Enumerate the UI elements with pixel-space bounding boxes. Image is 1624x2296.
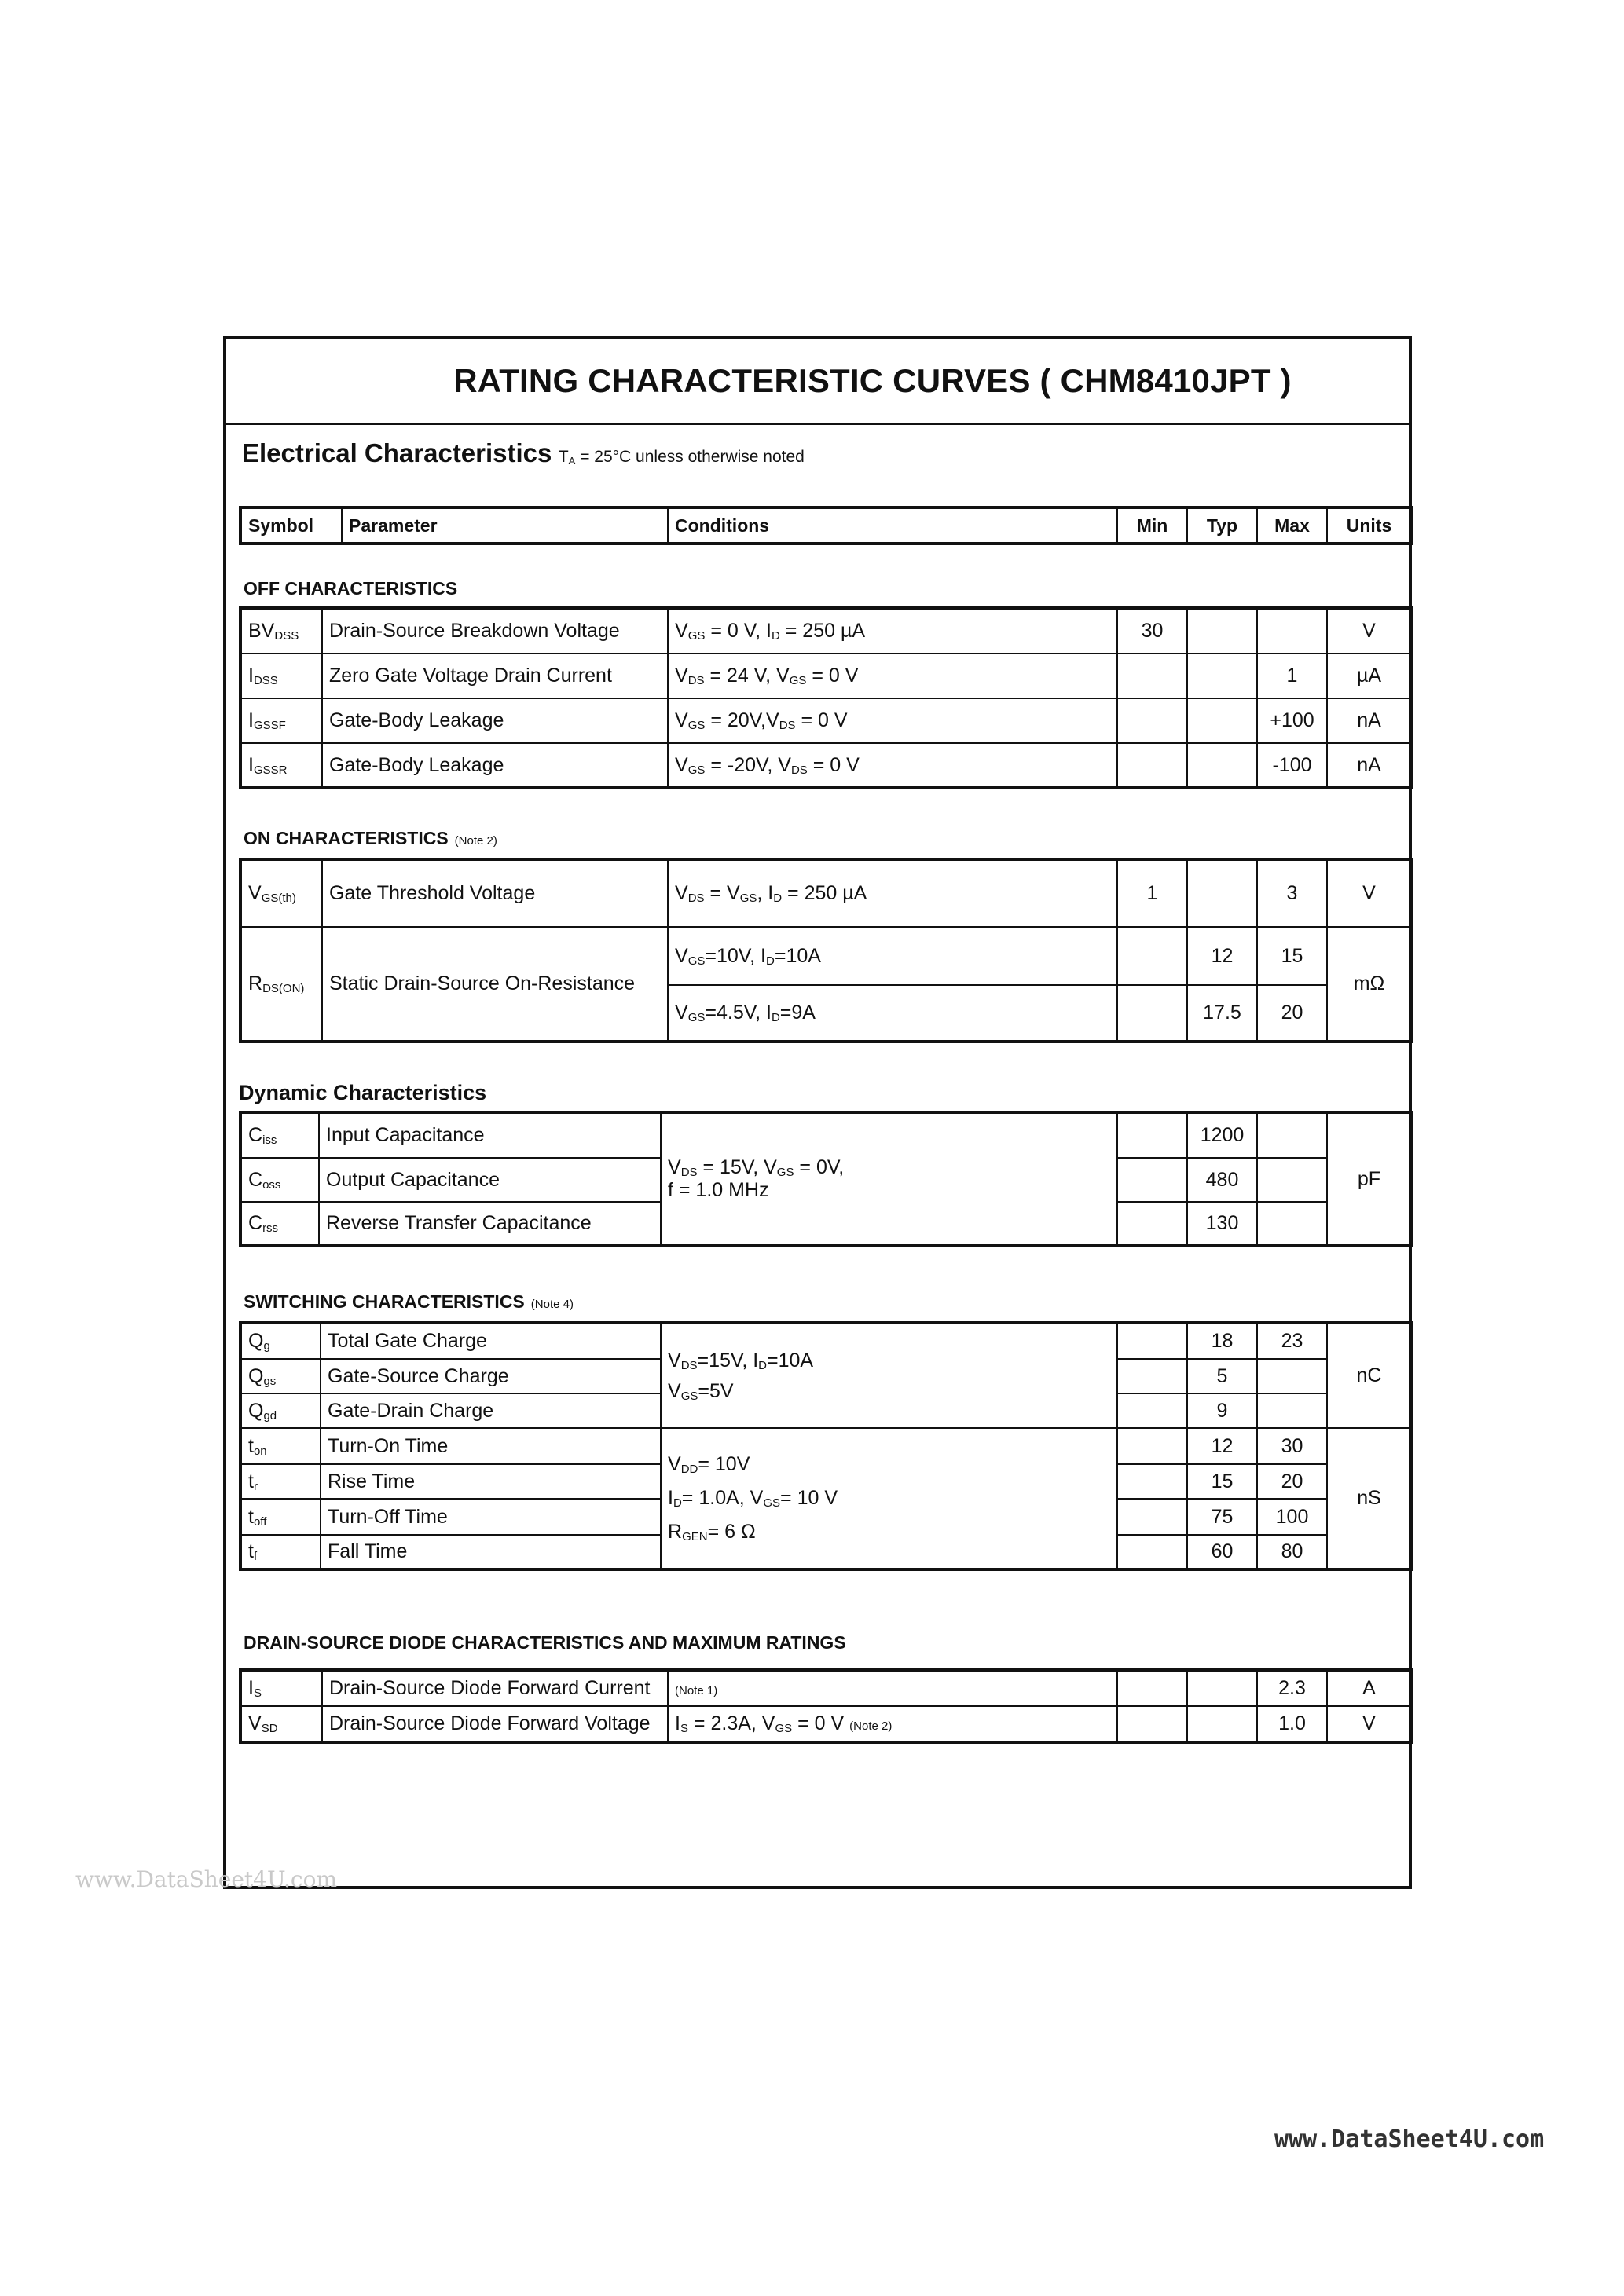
units-cell: nA [1327, 698, 1412, 743]
min-cell [1117, 1499, 1187, 1535]
parameter-cell: Total Gate Charge [321, 1323, 661, 1359]
units-cell: A [1327, 1670, 1412, 1706]
max-cell: 2.3 [1257, 1670, 1327, 1706]
parameter-cell: Gate Threshold Voltage [322, 859, 668, 927]
max-cell: 23 [1257, 1323, 1327, 1359]
symbol-cell: $C_{iss}$ [240, 1112, 319, 1158]
typ-cell: 1200 [1187, 1112, 1257, 1158]
units-cell: mΩ [1327, 927, 1412, 1042]
symbol-cell: $V_{SD}$ [240, 1706, 322, 1742]
min-cell [1117, 654, 1187, 698]
max-cell: 80 [1257, 1535, 1327, 1569]
units-cell: nA [1327, 743, 1412, 788]
parameter-cell: Rise Time [321, 1464, 661, 1499]
conditions-cell: $V_{DD}= 10V$ $I_D= 1.0A$, $V_{GS}= 10$ V $R_{GEN}= 6$ Ω [661, 1428, 1117, 1569]
conditions-cell: $V_{GS}=4.5V$, $I_D=9A$ [668, 985, 1117, 1042]
table-row [240, 927, 1412, 985]
parameter-cell: Reverse Transfer Capacitance [319, 1202, 661, 1246]
datasheet-frame [223, 336, 1412, 1889]
max-cell: 1 [1257, 654, 1327, 698]
min-cell [1117, 1535, 1187, 1569]
parameter-cell: Gate-Drain Charge [321, 1393, 661, 1428]
symbol-cell: $t_{on}$ [240, 1428, 321, 1464]
parameter-cell: Turn-On Time [321, 1428, 661, 1464]
conditions-cell: $V_{DS}=15V$, $I_D=10A$ $V_{GS}=5V$ [661, 1323, 1117, 1428]
symbol-cell: $C_{oss}$ [240, 1158, 319, 1202]
min-cell [1117, 1158, 1187, 1202]
min-cell: 1 [1117, 859, 1187, 927]
table-row [240, 1670, 1412, 1706]
header-max: Max [1257, 507, 1327, 544]
diode-characteristics-table [239, 1668, 1413, 1744]
table-row [240, 608, 1412, 654]
dynamic-characteristics-table [239, 1111, 1413, 1247]
dynamic-characteristics-heading: Dynamic Characteristics [239, 1081, 487, 1104]
typ-cell [1187, 1670, 1257, 1706]
symbol-cell: $I_{DSS}$ [240, 654, 322, 698]
parameter-cell: Input Capacitance [319, 1112, 661, 1158]
parameter-cell: Fall Time [321, 1535, 661, 1569]
typ-cell: 130 [1187, 1202, 1257, 1246]
column-header-table [239, 506, 1413, 545]
header-conditions: Conditions [668, 507, 1117, 544]
max-cell: 15 [1257, 927, 1327, 985]
electrical-characteristics-heading [242, 438, 805, 468]
conditions-cell: $V_{DS} = 24$ V, $V_{GS} = 0$ V [668, 654, 1117, 698]
header-parameter: Parameter [342, 507, 668, 544]
typ-cell [1187, 743, 1257, 788]
typ-cell: 18 [1187, 1323, 1257, 1359]
conditions-cell: $V_{GS} = 20V,V_{DS} = 0$ V [668, 698, 1117, 743]
typ-cell: 75 [1187, 1499, 1257, 1535]
parameter-cell: Gate-Body Leakage [322, 743, 668, 788]
max-cell: 100 [1257, 1499, 1327, 1535]
units-cell: V [1327, 859, 1412, 927]
temperature-condition: $T_A = 25^\circ C$ unless otherwise noted [558, 448, 805, 467]
conditions-cell: $I_S = 2.3A$, $V_{GS} = 0$ V (Note 2) [668, 1706, 1117, 1742]
typ-cell [1187, 608, 1257, 654]
max-cell [1257, 1158, 1327, 1202]
conditions-cell: $V_{GS} = 0$ V, $I_D = 250$ µA [668, 608, 1117, 654]
min-cell [1117, 1202, 1187, 1246]
min-cell [1117, 1112, 1187, 1158]
min-cell [1117, 1428, 1187, 1464]
units-cell: pF [1327, 1112, 1412, 1246]
parameter-cell: Zero Gate Voltage Drain Current [322, 654, 668, 698]
parameter-cell: Turn-Off Time [321, 1499, 661, 1535]
table-row [240, 1428, 1412, 1464]
min-cell [1117, 1706, 1187, 1742]
symbol-cell: $R_{DS(ON)}$ [240, 927, 322, 1042]
table-row [240, 1323, 1412, 1359]
parameter-cell: Gate-Body Leakage [322, 698, 668, 743]
max-cell: -100 [1257, 743, 1327, 788]
parameter-cell: Gate-Source Charge [321, 1359, 661, 1393]
typ-cell [1187, 1706, 1257, 1742]
max-cell: +100 [1257, 698, 1327, 743]
typ-cell [1187, 859, 1257, 927]
table-row [240, 859, 1412, 927]
electrical-heading-text: Electrical Characteristics [242, 438, 552, 467]
min-cell: 30 [1117, 608, 1187, 654]
typ-cell: 12 [1187, 1428, 1257, 1464]
typ-cell: 60 [1187, 1535, 1257, 1569]
typ-cell: 12 [1187, 927, 1257, 985]
off-characteristics-heading: OFF CHARACTERISTICS [244, 578, 458, 599]
diode-characteristics-heading: DRAIN-SOURCE DIODE CHARACTERISTICS AND MAXIMUM RATINGS [244, 1632, 846, 1653]
min-cell [1117, 1464, 1187, 1499]
conditions-cell: $V_{GS}=10V$, $I_D=10A$ [668, 927, 1117, 985]
max-cell [1257, 608, 1327, 654]
symbol-cell: $V_{GS(th)}$ [240, 859, 322, 927]
max-cell: 20 [1257, 985, 1327, 1042]
min-cell [1117, 1323, 1187, 1359]
max-cell [1257, 1202, 1327, 1246]
switching-characteristics-table [239, 1321, 1413, 1571]
units-cell: V [1327, 1706, 1412, 1742]
conditions-cell: $V_{GS} = -20V$, $V_{DS} = 0$ V [668, 743, 1117, 788]
on-characteristics-table [239, 858, 1413, 1043]
min-cell [1117, 985, 1187, 1042]
watermark-left: www.DataSheet4U.com [75, 1866, 338, 1892]
page-title: RATING CHARACTERISTIC CURVES ( CHM8410JPT ) [453, 362, 1292, 399]
typ-cell: 17.5 [1187, 985, 1257, 1042]
min-cell [1117, 927, 1187, 985]
units-cell: µA [1327, 654, 1412, 698]
conditions-cell: $V_{DS} = 15V$, $V_{GS} = 0V$, f = 1.0 MHz [661, 1112, 1117, 1246]
max-cell: 30 [1257, 1428, 1327, 1464]
title-bar [226, 339, 1409, 425]
parameter-cell: Drain-Source Diode Forward Voltage [322, 1706, 668, 1742]
min-cell [1117, 1359, 1187, 1393]
symbol-cell: $t_{off}$ [240, 1499, 321, 1535]
min-cell [1117, 1393, 1187, 1428]
table-row [240, 743, 1412, 788]
max-cell [1257, 1112, 1327, 1158]
typ-cell: 15 [1187, 1464, 1257, 1499]
symbol-cell: $I_{GSSR}$ [240, 743, 322, 788]
typ-cell [1187, 654, 1257, 698]
parameter-cell: Drain-Source Breakdown Voltage [322, 608, 668, 654]
header-typ: Typ [1187, 507, 1257, 544]
symbol-cell: $Q_g$ [240, 1323, 321, 1359]
symbol-cell: $I_{GSSF}$ [240, 698, 322, 743]
on-characteristics-heading: ON CHARACTERISTICS (Note 2) [244, 828, 497, 848]
table-row [240, 1112, 1412, 1158]
symbol-cell: $C_{rss}$ [240, 1202, 319, 1246]
switching-note: (Note 4) [530, 1298, 574, 1311]
units-cell: V [1327, 608, 1412, 654]
header-min: Min [1117, 507, 1187, 544]
off-characteristics-table [239, 606, 1413, 789]
symbol-cell: $Q_{gd}$ [240, 1393, 321, 1428]
on-note: (Note 2) [454, 834, 497, 848]
min-cell [1117, 698, 1187, 743]
table-row [240, 1706, 1412, 1742]
units-cell: nS [1327, 1428, 1412, 1569]
symbol-cell: $t_f$ [240, 1535, 321, 1569]
typ-cell [1187, 698, 1257, 743]
typ-cell: 5 [1187, 1359, 1257, 1393]
header-units: Units [1327, 507, 1412, 544]
max-cell: 3 [1257, 859, 1327, 927]
table-row [240, 698, 1412, 743]
conditions-cell: (Note 1) [668, 1670, 1117, 1706]
min-cell [1117, 743, 1187, 788]
table-row [240, 654, 1412, 698]
symbol-cell: $I_S$ [240, 1670, 322, 1706]
parameter-cell: Drain-Source Diode Forward Current [322, 1670, 668, 1706]
max-cell [1257, 1359, 1327, 1393]
header-symbol: Symbol [240, 507, 342, 544]
symbol-cell: $Q_{gs}$ [240, 1359, 321, 1393]
parameter-cell: Static Drain-Source On-Resistance [322, 927, 668, 1042]
max-cell: 1.0 [1257, 1706, 1327, 1742]
typ-cell: 480 [1187, 1158, 1257, 1202]
conditions-cell: $V_{DS} = V_{GS}$, $I_D = 250$ µA [668, 859, 1117, 927]
min-cell [1117, 1670, 1187, 1706]
parameter-cell: Output Capacitance [319, 1158, 661, 1202]
units-cell: nC [1327, 1323, 1412, 1428]
symbol-cell: $BV_{DSS}$ [240, 608, 322, 654]
max-cell: 20 [1257, 1464, 1327, 1499]
symbol-cell: $t_r$ [240, 1464, 321, 1499]
switching-characteristics-heading: SWITCHING CHARACTERISTICS (Note 4) [244, 1291, 574, 1312]
max-cell [1257, 1393, 1327, 1428]
typ-cell: 9 [1187, 1393, 1257, 1428]
watermark-right: www.DataSheet4U.com [1274, 2126, 1545, 2153]
